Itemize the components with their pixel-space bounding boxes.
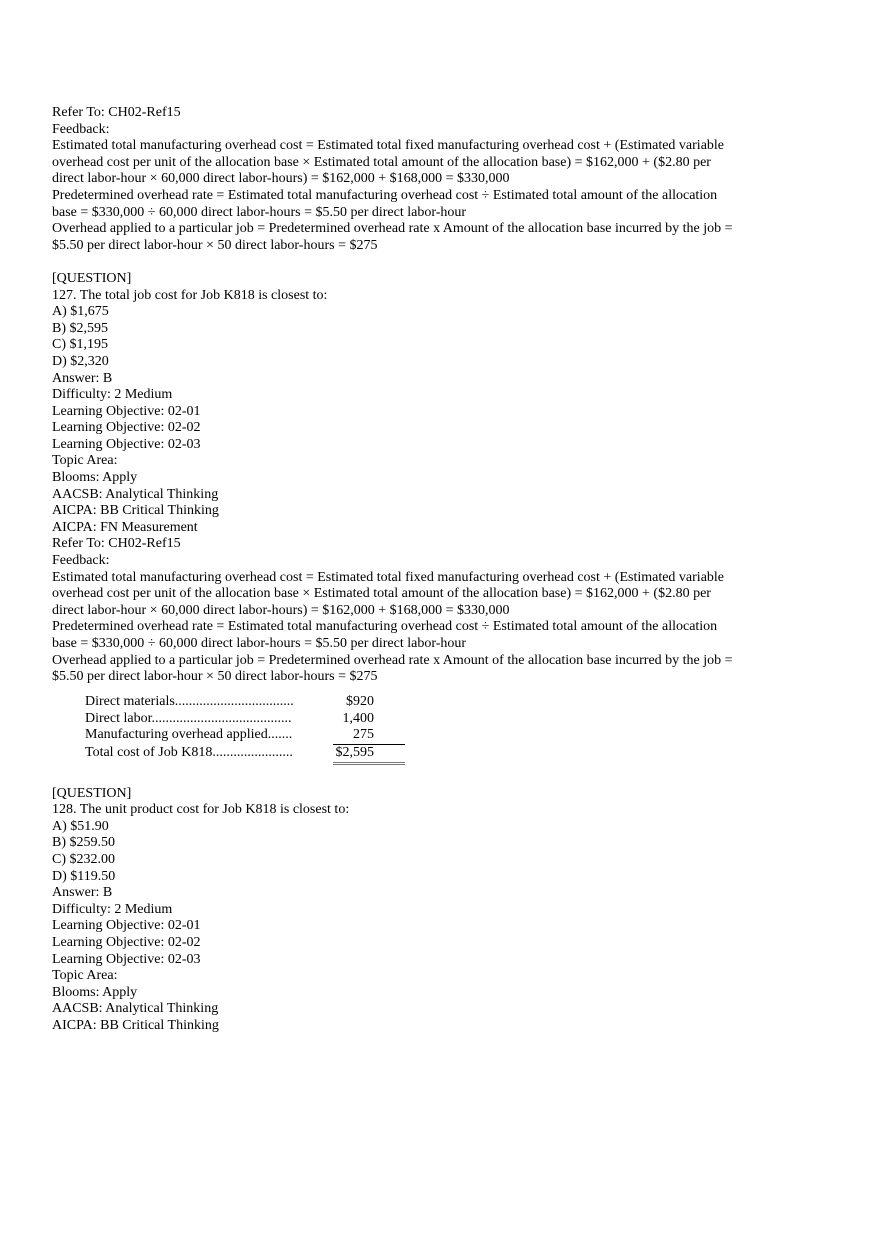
text-line: Difficulty: 2 Medium [52, 387, 173, 403]
text-line: Learning Objective: 02-01 [52, 403, 201, 419]
answer-option: C) $232.00 [52, 851, 115, 867]
text-line: Refer To: CH02-Ref15 [52, 536, 181, 552]
text-line: direct labor-hour × 60,000 direct labor-hours) = $162,000 + $168,000 = $330,000 [52, 171, 510, 187]
text-line: Predetermined overhead rate = Estimated total manufacturing overhead cost ÷ Estimated total amount of the allocation [52, 187, 718, 203]
spacer [52, 254, 772, 271]
text-line: Learning Objective: 02-02 [52, 420, 201, 436]
answer-option: C) $1,195 [52, 337, 108, 353]
text-line: Overhead applied to a particular job = Predetermined overhead rate x Amount of the allocation base incurred by the job = [52, 652, 733, 668]
cost-amount [333, 711, 405, 728]
cost-label: Manufacturing overhead applied....... [85, 727, 293, 743]
text-line: Learning Objective: 02-03 [52, 951, 201, 967]
text-line: $5.50 per direct labor-hour × 50 direct labor-hours = $275 [52, 669, 378, 685]
cost-row-overhead [85, 727, 772, 745]
question-128-block [52, 786, 772, 1035]
text-line: Predetermined overhead rate = Estimated total manufacturing overhead cost ÷ Estimated total amount of the allocation [52, 619, 718, 635]
text-line: Answer: B [52, 370, 113, 386]
cost-row-direct-labor [85, 711, 772, 728]
text-line: Estimated total manufacturing overhead cost = Estimated total fixed manufacturing overhead cost + (Estimated variable [52, 138, 725, 154]
feedback-block-1 [52, 105, 772, 254]
text-line: direct labor-hour × 60,000 direct labor-hours) = $162,000 + $168,000 = $330,000 [52, 602, 510, 618]
answer-option: D) $2,320 [52, 353, 109, 369]
text-line: Learning Objective: 02-02 [52, 934, 201, 950]
text-line: overhead cost per unit of the allocation base × Estimated total amount of the allocation base) = $162,000 + ($2.80 per [52, 586, 711, 602]
text-line: Overhead applied to a particular job = Predetermined overhead rate x Amount of the allocation base incurred by the job = [52, 221, 733, 237]
job-cost-table [85, 694, 772, 765]
question-127-block [52, 271, 772, 686]
text-line: AICPA: BB Critical Thinking [52, 1017, 219, 1033]
answer-option: A) $51.90 [52, 818, 109, 834]
cost-amount [333, 694, 405, 711]
answer-option: A) $1,675 [52, 304, 109, 320]
cost-amount-value: 275 [353, 727, 374, 743]
answer-option: B) $259.50 [52, 835, 115, 851]
cost-amount [333, 745, 405, 765]
text-line: Feedback: [52, 553, 110, 569]
text-line: Answer: B [52, 885, 113, 901]
cost-label: Direct labor........................................ [85, 710, 292, 726]
text-line: Refer To: CH02-Ref15 [52, 105, 181, 120]
text-line: Learning Objective: 02-03 [52, 436, 201, 452]
text-line: Topic Area: [52, 453, 118, 469]
text-line: Difficulty: 2 Medium [52, 901, 173, 917]
question-stem: 127. The total job cost for Job K818 is closest to: [52, 287, 328, 303]
text-line: [QUESTION] [52, 270, 132, 286]
text-line: [QUESTION] [52, 785, 132, 801]
cost-amount-value: 1,400 [342, 710, 374, 726]
text-line: AACSB: Analytical Thinking [52, 486, 219, 502]
cost-amount-value: $920 [346, 693, 374, 709]
answer-option: B) $2,595 [52, 320, 108, 336]
cost-label: Direct materials.................................. [85, 693, 294, 709]
text-line: Blooms: Apply [52, 984, 138, 1000]
cost-row-direct-materials [85, 694, 772, 711]
text-line: AICPA: FN Measurement [52, 519, 198, 535]
text-line: Blooms: Apply [52, 470, 138, 486]
cost-amount [333, 727, 405, 745]
text-line: Learning Objective: 02-01 [52, 918, 201, 934]
text-line: $5.50 per direct labor-hour × 50 direct labor-hours = $275 [52, 237, 378, 253]
text-line: AICPA: BB Critical Thinking [52, 503, 219, 519]
text-line: AACSB: Analytical Thinking [52, 1001, 219, 1017]
spacer [52, 769, 772, 786]
question-stem: 128. The unit product cost for Job K818 is closest to: [52, 802, 350, 818]
cost-label: Total cost of Job K818....................... [85, 745, 293, 761]
text-line: Topic Area: [52, 968, 118, 984]
cost-row-total [85, 745, 772, 765]
document-page [52, 105, 772, 1034]
cost-amount-value: $2,595 [335, 745, 374, 761]
text-line: Feedback: [52, 121, 110, 137]
text-line: base = $330,000 ÷ 60,000 direct labor-hours = $5.50 per direct labor-hour [52, 204, 467, 220]
text-line: Estimated total manufacturing overhead cost = Estimated total fixed manufacturing overhead cost + (Estimated variable [52, 569, 725, 585]
answer-option: D) $119.50 [52, 868, 116, 884]
text-line: base = $330,000 ÷ 60,000 direct labor-hours = $5.50 per direct labor-hour [52, 636, 467, 651]
text-line: overhead cost per unit of the allocation base × Estimated total amount of the allocation base) = $162,000 + ($2.80 per [52, 154, 711, 170]
